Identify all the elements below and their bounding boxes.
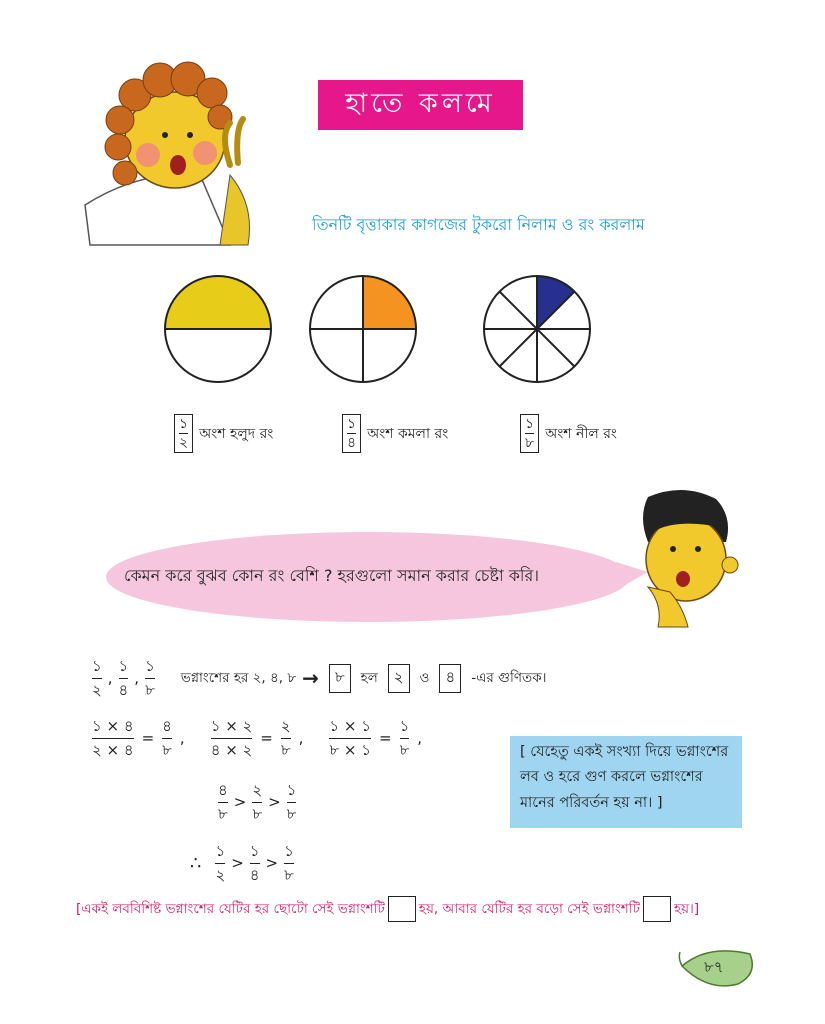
boxed-number: ৮: [329, 664, 351, 693]
label-eighth-blue: [520, 414, 617, 453]
fraction-eighth: $\frac{১}{৮}$: [520, 414, 539, 453]
boy-curly-hair-illustration: [80, 55, 270, 255]
label-text: অংশ হলুদ রং: [199, 425, 274, 442]
boy-thinking-illustration: [628, 487, 743, 635]
fraction: $\frac{১ \times ২}{৪ \times ২}$: [210, 717, 253, 759]
conclusion-line: [একই লববিশিষ্ট ভগ্নাংশের যেটির হর ছোটো সেই ভগ্নাংশটি হয়, আবার যেটির হর বড়ো সেই ভগ্নাংশটি হয়।]: [76, 896, 699, 922]
fraction: $\frac{১}{৮}$: [284, 842, 294, 884]
fraction: $\frac{৪}{৮}$: [218, 781, 228, 823]
comparison-line-2: ∴ $\frac{১}{২}$ > $\frac{১}{৪}$ > $\frac{১}{৮}$: [190, 842, 294, 884]
fraction-half: $\frac{১}{২}$: [174, 414, 193, 453]
fraction: $\frac{১}{৮}$: [286, 781, 297, 823]
label-text: অংশ নীল রং: [545, 425, 617, 442]
fraction: $\frac{১}{৮}$: [145, 657, 155, 699]
comparison-line-1: $\frac{৪}{৮}$ > $\frac{২}{৮}$ > $\frac{১}{৮}$: [218, 781, 297, 823]
fraction: $\frac{২}{৮}$: [280, 717, 291, 759]
fraction: $\frac{১}{৪}$: [249, 842, 260, 884]
label-half-yellow: [174, 414, 273, 453]
arrow-icon: →: [302, 666, 319, 690]
therefore-symbol: ∴: [190, 852, 202, 874]
note-box: [ যেহেতু একই সংখ্যা দিয়ে ভগ্নাংশের লব ও হরে গুণ করলে ভগ্নাংশের মানের পরিবর্তন হয় না। ]: [510, 736, 742, 828]
answer-blank-box[interactable]: [643, 896, 671, 922]
circle-half-yellow: [162, 273, 274, 385]
page-number: ৮৭: [704, 958, 724, 976]
fraction: $\frac{১ \times ১}{৮ \times ১}$: [329, 717, 371, 759]
boxed-number: ৪: [439, 664, 461, 693]
fraction: $\frac{১}{৮}$: [399, 717, 410, 759]
circle-quarter-orange: [307, 273, 419, 385]
fractions-line: $\frac{১}{২}$ , $\frac{১}{৪}$ , $\frac{১}{৮}$ ভগ্নাংশের হর ২, ৪, ৮ → ৮ হল ২ ও ৪ -এর গুণিতক।: [92, 657, 547, 699]
fraction: $\frac{১}{২}$: [92, 657, 102, 699]
fraction-quarter: $\frac{১}{৪}$: [342, 414, 361, 453]
bubble-text: কেমন করে বুঝব কোন রং বেশি ? হরগুলো সমান করার চেষ্টা করি।: [124, 566, 540, 585]
circle-eighth-blue: [481, 273, 593, 385]
fraction: $\frac{১}{৪}$: [118, 657, 129, 699]
fraction: $\frac{১}{২}$: [215, 842, 226, 884]
activity-subtitle: তিনটি বৃত্তাকার কাগজের টুকরো নিলাম ও রং করলাম: [312, 215, 645, 234]
boxed-number: ২: [388, 664, 410, 693]
label-text: অংশ কমলা রং: [367, 425, 449, 442]
label-quarter-orange: [342, 414, 448, 453]
fraction: $\frac{১ \times ৪}{২ \times ৪}$: [92, 717, 134, 759]
fraction: $\frac{৪}{৮}$: [162, 717, 172, 759]
page-title: হাতে কলমে: [318, 80, 523, 130]
fraction: $\frac{২}{৮}$: [252, 781, 263, 823]
answer-blank-box[interactable]: [388, 896, 416, 922]
denominators-text: ভগ্নাংশের হর ২, ৪, ৮: [180, 669, 297, 686]
equivalent-fractions-line: $\frac{১ \times ৪}{২ \times ৪}$ = $\frac{৪}{৮}$ , $\frac{১ \times ২}{৪ \times ২}$ = $\frac{২}{৮}$ , $\frac{১ \times ১}{৮ \times ১}$ = $\frac{১}{৮}$ ,: [92, 717, 423, 759]
